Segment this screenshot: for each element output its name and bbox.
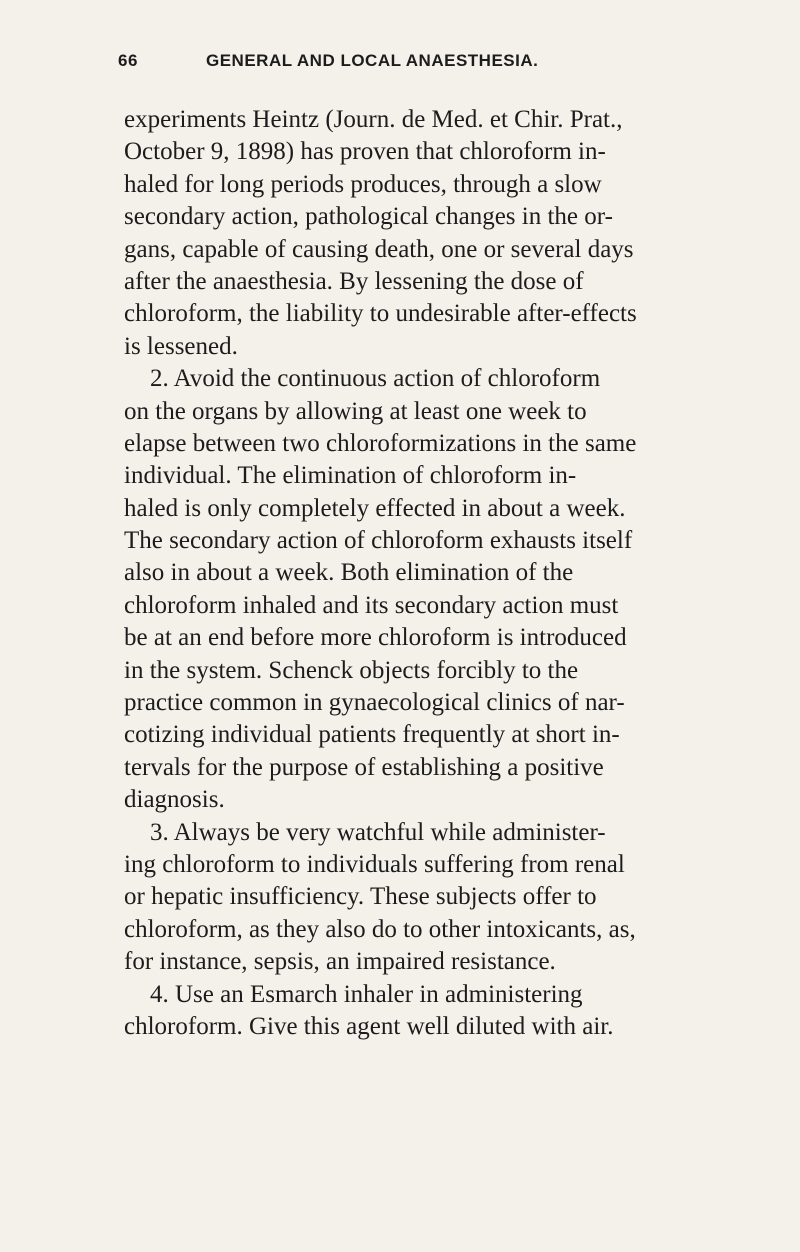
text-line: experiments Heintz (Journ. de Med. et Chir. Prat., xyxy=(124,106,623,133)
text-line: haled is only completely effected in about a week. xyxy=(124,494,626,522)
text-line: ing chloroform to individuals suffering from renal xyxy=(124,850,625,878)
text-line: practice common in gynaecological clinics of nar- xyxy=(124,689,625,717)
text-line: for instance, sepsis, an impaired resistance. xyxy=(124,948,556,976)
text-line: on the organs by allowing at least one week to xyxy=(124,397,587,425)
running-title: GENERAL AND LOCAL ANAESTHESIA. xyxy=(206,51,539,70)
text-line: cotizing individual patients frequently at short in- xyxy=(124,721,620,749)
text-line: after the anaesthesia. By lessening the dose of xyxy=(124,267,584,295)
paragraph-start-line: 4. Use an Esmarch inhaler in administering xyxy=(150,980,583,1008)
text-line: tervals for the purpose of establishing a positive xyxy=(124,753,604,781)
text-line: is lessened. xyxy=(124,332,238,360)
text-line: individual. The elimination of chloroform in- xyxy=(124,462,577,490)
paragraph-start-line: 3. Always be very watchful while administer- xyxy=(150,818,606,846)
text-line: gans, capable of causing death, one or several days xyxy=(124,235,634,263)
text-line: chloroform inhaled and its secondary action must xyxy=(124,591,619,619)
paragraph-start-line: 2. Avoid the continuous action of chloroform xyxy=(150,365,601,393)
text-line: also in about a week. Both elimination of the xyxy=(124,559,574,587)
page-header xyxy=(118,51,740,75)
text-line: chloroform, the liability to undesirable after-effects xyxy=(124,300,637,328)
text-line: October 9, 1898) has proven that chloroform in- xyxy=(124,138,606,166)
text-line: diagnosis. xyxy=(124,786,225,814)
text-line: elapse between two chloroformizations in the same xyxy=(124,429,637,457)
body-text xyxy=(124,104,752,1043)
text-line: or hepatic insufficiency. These subjects offer to xyxy=(124,883,597,911)
text-line: haled for long periods produces, through a slow xyxy=(124,170,602,198)
text-line: chloroform. Give this agent well diluted with air. xyxy=(124,1012,614,1040)
text-line: secondary action, pathological changes in the or- xyxy=(124,203,613,231)
text-line: The secondary action of chloroform exhausts itself xyxy=(124,527,633,555)
text-line: be at an end before more chloroform is introduced xyxy=(124,624,627,652)
text-line: in the system. Schenck objects forcibly to the xyxy=(124,656,579,684)
page-number: 66 xyxy=(118,51,138,70)
text-line: chloroform, as they also do to other intoxicants, as, xyxy=(124,915,636,943)
